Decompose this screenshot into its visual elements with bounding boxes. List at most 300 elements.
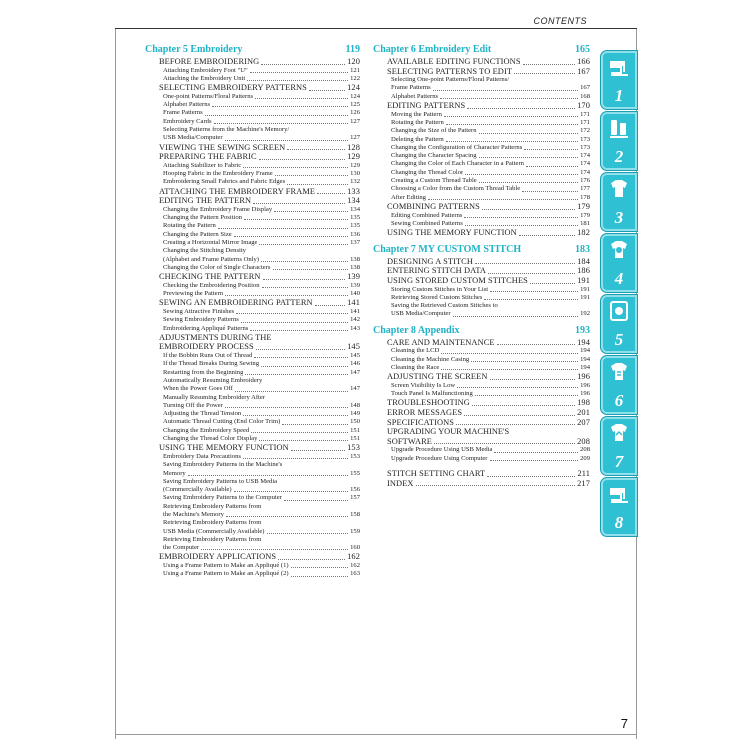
- toc-section[interactable]: [373, 418, 590, 428]
- chapter-tab-5[interactable]: [600, 294, 638, 354]
- leader-dots: [251, 432, 348, 433]
- toc-entry-title: VIEWING THE SEWING SCREEN: [159, 142, 286, 152]
- toc-subsection[interactable]: [145, 325, 360, 333]
- leader-dots: [275, 175, 348, 176]
- toc-entry-title: USB Media/Computer: [163, 134, 223, 142]
- toc-entry-title: Retrieving Stored Custom Stitches: [391, 293, 483, 301]
- toc-entry-page: 208: [577, 436, 590, 446]
- toc-entry-page: 182: [577, 228, 590, 238]
- toc-entry-title: SEWING AN EMBROIDERING PATTERN: [159, 298, 313, 308]
- toc-entry-page: 194: [577, 337, 590, 347]
- leader-dots: [453, 316, 579, 317]
- toc-section[interactable]: [373, 372, 590, 382]
- leader-dots: [261, 366, 348, 367]
- toc-subsection[interactable]: [373, 356, 590, 364]
- leader-dots: [212, 106, 348, 107]
- toc-subsection[interactable]: [373, 294, 590, 302]
- toc-subsection[interactable]: [145, 264, 360, 272]
- toc-entry-page: 163: [350, 570, 360, 578]
- toc-entry-title: Alphabet Patterns: [391, 92, 439, 100]
- toc-entry-title: STITCH SETTING CHART: [387, 468, 486, 478]
- toc-entry-title: Embroidery Data Precautions: [163, 452, 242, 460]
- toc-section[interactable]: [373, 427, 590, 437]
- toc-subsection[interactable]: [373, 144, 590, 152]
- toc-entry-page: 159: [350, 527, 360, 535]
- leader-dots: [457, 387, 578, 388]
- footer-line: [115, 734, 637, 735]
- toc-entry-title: Changing the Pattern Position: [163, 214, 242, 222]
- toc-entry-title: Retrieving Embroidery Patterns from: [163, 535, 262, 543]
- toc-subsection[interactable]: [145, 385, 360, 393]
- toc-subsection[interactable]: [145, 206, 360, 214]
- toc-entry-page: 143: [350, 324, 360, 332]
- toc-section[interactable]: [145, 83, 360, 93]
- toc-subsection[interactable]: [373, 347, 590, 355]
- toc-entry-title: Creating a Custom Thread Table: [391, 177, 477, 185]
- toc-entry-page: 158: [350, 511, 360, 518]
- toc-entry-page: 122: [350, 74, 360, 82]
- leader-dots: [482, 209, 575, 210]
- toc-entry-title: SELECTING PATTERNS TO EDIT: [387, 66, 513, 76]
- toc-subsection[interactable]: [373, 152, 590, 160]
- toc-subsection[interactable]: [145, 453, 360, 461]
- toc-entry-page: 129: [350, 161, 360, 169]
- toc-section[interactable]: [373, 57, 590, 67]
- chapter-tab-4[interactable]: [600, 233, 638, 293]
- toc-subsection[interactable]: [145, 316, 360, 324]
- toc-subsection[interactable]: [145, 377, 360, 385]
- leader-dots: [494, 452, 578, 453]
- toc-entry-title: Changing the Color of Each Character in a Pattern: [391, 160, 524, 168]
- toc-entry-title: Frame Patterns: [391, 84, 431, 92]
- toc-subsection[interactable]: [373, 136, 590, 144]
- leader-dots: [234, 491, 349, 492]
- leader-dots: [235, 391, 348, 392]
- toc-subsection[interactable]: [145, 256, 360, 264]
- toc-entry-page: 126: [350, 109, 360, 117]
- toc-entry-page: 186: [577, 266, 590, 276]
- toc-left-column: [145, 44, 360, 579]
- leader-dots: [255, 98, 348, 99]
- toc-subsection[interactable]: [373, 93, 590, 101]
- toc-subsection[interactable]: [373, 455, 590, 463]
- toc-entry-page: 217: [577, 478, 590, 488]
- toc-entry-page: 165: [575, 44, 590, 55]
- toc-entry-title: Embroidering Small Fabrics and Fabric Edges: [163, 178, 286, 186]
- toc-section[interactable]: [373, 101, 590, 111]
- toc-entry-page: 141: [347, 298, 360, 308]
- toc-subsection[interactable]: [145, 67, 360, 75]
- toc-section[interactable]: [373, 437, 590, 447]
- toc-subsection[interactable]: [145, 170, 360, 178]
- toc-section[interactable]: [373, 228, 590, 238]
- toc-entry-page: 208: [580, 446, 590, 454]
- toc-section[interactable]: [373, 202, 590, 212]
- toc-subsection[interactable]: [145, 486, 360, 494]
- toc-subsection[interactable]: [145, 369, 360, 377]
- leader-dots: [479, 133, 579, 134]
- toc-subsection[interactable]: [373, 84, 590, 92]
- toc-entry-title: Changing the Size of the Pattern: [391, 127, 477, 135]
- toc-subsection[interactable]: [373, 76, 590, 84]
- toc-entry-page: 147: [350, 385, 360, 393]
- toc-entry-title: COMBINING PATTERNS: [387, 201, 480, 211]
- toc-entry-page: 198: [577, 398, 590, 408]
- toc-entry-page: 178: [580, 193, 590, 201]
- leader-dots: [245, 374, 348, 375]
- toc-entry-title: Rotating the Pattern: [391, 118, 444, 126]
- toc-entry-page: 132: [350, 178, 360, 186]
- toc-entry-title: EDITING PATTERNS: [387, 101, 466, 111]
- leader-dots: [479, 157, 579, 158]
- leader-dots: [261, 261, 348, 262]
- toc-subsection[interactable]: [145, 410, 360, 418]
- toc-entry-title: USB Media (Commercially Available): [163, 527, 265, 535]
- toc-subsection[interactable]: [145, 461, 360, 469]
- tshirt-custom-icon: [607, 421, 631, 445]
- leader-dots: [247, 80, 348, 81]
- toc-entry-title: Automatically Resuming Embroidery: [163, 376, 263, 384]
- toc-entry-title: SELECTING EMBROIDERY PATTERNS: [159, 83, 307, 93]
- toc-entry-title: (Alphabet and Frame Patterns Only): [163, 255, 259, 263]
- chapter-tab-number: 5: [614, 330, 624, 349]
- toc-entry-title: USING THE MEMORY FUNCTION: [387, 228, 517, 238]
- toc-entry-page: 141: [350, 307, 360, 315]
- toc-section[interactable]: [145, 342, 360, 352]
- leader-dots: [205, 115, 348, 116]
- toc-entry-title: Sewing Embroidery Patterns: [163, 316, 239, 324]
- toc-subsection[interactable]: [145, 360, 360, 368]
- toc-chapter-heading[interactable]: [373, 325, 590, 337]
- toc-entry-page: 168: [580, 92, 590, 100]
- toc-entry-page: 209: [580, 454, 590, 462]
- toc-subsection[interactable]: [145, 352, 360, 360]
- toc-subsection[interactable]: [145, 470, 360, 478]
- toc-subsection[interactable]: [145, 109, 360, 117]
- toc-entry-title: Saving Embroidery Patterns to the Computer: [163, 494, 282, 502]
- leader-dots: [259, 440, 348, 441]
- toc-subsection[interactable]: [145, 394, 360, 402]
- toc-subsection[interactable]: [145, 544, 360, 552]
- toc-entry-page: 155: [350, 469, 360, 477]
- toc-subsection[interactable]: [145, 519, 360, 527]
- toc-subsection[interactable]: [373, 177, 590, 185]
- leader-dots: [241, 322, 348, 323]
- toc-subsection[interactable]: [373, 364, 590, 372]
- toc-entry-title: Moving the Pattern: [391, 110, 442, 118]
- toc-section[interactable]: [373, 479, 590, 489]
- toc-entry-title: Using a Frame Pattern to Make an Appliqué (2): [163, 570, 289, 578]
- toc-entry-title: Previewing the Pattern: [163, 290, 224, 298]
- toc-subsection[interactable]: [373, 310, 590, 318]
- leader-dots: [226, 516, 348, 517]
- toc-entry-page: 145: [350, 352, 360, 360]
- chapter-tab-8[interactable]: [600, 477, 638, 537]
- toc-entry-title: Restarting from the Beginning: [163, 368, 244, 376]
- leader-dots: [456, 424, 575, 425]
- toc-entry-title: SPECIFICATIONS: [387, 417, 455, 427]
- toc-subsection[interactable]: [373, 286, 590, 294]
- toc-subsection[interactable]: [145, 282, 360, 290]
- toc-subsection[interactable]: [145, 562, 360, 570]
- page-number: 7: [620, 716, 628, 731]
- toc-subsection[interactable]: [145, 528, 360, 536]
- leader-dots: [446, 124, 578, 125]
- leader-dots: [317, 193, 345, 194]
- toc-section[interactable]: [373, 469, 590, 479]
- toc-subsection[interactable]: [373, 160, 590, 168]
- toc-entry-title: Saving Embroidery Patterns in the Machine's: [163, 461, 283, 469]
- toc-entry-title: the Machine's Memory: [163, 511, 224, 518]
- toc-entry-page: 167: [577, 66, 590, 76]
- toc-section[interactable]: [145, 272, 360, 282]
- leader-dots: [441, 369, 578, 370]
- toc-subsection[interactable]: [145, 126, 360, 134]
- toc-subsection[interactable]: [145, 247, 360, 255]
- toc-section[interactable]: [145, 552, 360, 562]
- toc-subsection[interactable]: [145, 118, 360, 126]
- toc-entry-title: Hooping Fabric in the Embroidery Frame: [163, 170, 273, 178]
- toc-entry-title: Selecting Patterns from the Machine's Memory/: [163, 125, 290, 133]
- toc-entry-page: 196: [580, 390, 590, 398]
- toc-entry-title: ADJUSTMENTS DURING THE: [159, 332, 272, 342]
- toc-entry-page: 127: [350, 117, 360, 125]
- toc-entry-page: 136: [350, 230, 360, 238]
- toc-entry-title: Rotating the Pattern: [163, 222, 216, 230]
- toc-section[interactable]: [373, 67, 590, 77]
- toc-subsection[interactable]: [373, 185, 590, 193]
- toc-entry-title: ADJUSTING THE SCREEN: [387, 372, 488, 382]
- toc-entry-title: USB Media/Computer: [391, 310, 451, 318]
- leader-dots: [243, 415, 348, 416]
- toc-entry-title: Retrieving Embroidery Patterns from: [163, 519, 262, 527]
- toc-entry-title: Touch Panel Is Malfunctioning: [391, 390, 473, 398]
- chapter-tab-number: 4: [614, 269, 624, 288]
- toc-subsection[interactable]: [145, 222, 360, 230]
- toc-entry-page: 201: [577, 407, 590, 417]
- toc-subsection[interactable]: [373, 446, 590, 454]
- leader-dots: [309, 90, 345, 91]
- toc-entry-title: PREPARING THE FABRIC: [159, 152, 257, 162]
- toc-entry-page: 150: [350, 418, 360, 426]
- leader-dots: [524, 149, 578, 150]
- toc-entry-page: 166: [577, 57, 590, 66]
- leader-dots: [464, 217, 578, 218]
- toc-entry-title: INDEX: [387, 478, 414, 488]
- toc-entry-title: EDITING THE PATTERN: [159, 196, 252, 206]
- toc-section[interactable]: [145, 57, 360, 67]
- leader-dots: [259, 159, 345, 160]
- toc-entry-title: Chapter 6 Embroidery Edit: [373, 44, 492, 55]
- toc-subsection[interactable]: [145, 402, 360, 410]
- toc-subsection[interactable]: [145, 75, 360, 83]
- toc-section[interactable]: [145, 143, 360, 153]
- toc-entry-page: 174: [580, 160, 590, 168]
- toc-entry-page: 179: [580, 211, 590, 219]
- toc-entry-title: Screen Visibility Is Low: [391, 381, 456, 389]
- toc-entry-page: 194: [580, 363, 590, 371]
- toc-section[interactable]: [373, 276, 590, 286]
- toc-subsection[interactable]: [145, 231, 360, 239]
- toc-chapter-heading[interactable]: [373, 44, 590, 56]
- toc-entry-title: Checking the Embroidering Position: [163, 281, 260, 289]
- toc-subsection[interactable]: [373, 111, 590, 119]
- toc-entry-page: 156: [350, 486, 360, 494]
- toc-subsection[interactable]: [145, 435, 360, 443]
- toc-entry-page: 211: [577, 468, 590, 478]
- leader-dots: [267, 533, 349, 534]
- leader-dots: [250, 72, 348, 73]
- toc-entry-title: EMBROIDERY PROCESS: [159, 342, 254, 352]
- leader-dots: [514, 73, 575, 74]
- toc-entry-title: Upgrade Procedure Using Computer: [391, 454, 488, 462]
- toc-entry-page: 167: [580, 84, 590, 92]
- leader-dots: [236, 313, 348, 314]
- toc-chapter-heading[interactable]: [145, 44, 360, 56]
- toc-section[interactable]: [145, 443, 360, 453]
- chapter-tab-6[interactable]: [600, 355, 638, 415]
- toc-subsection[interactable]: [373, 212, 590, 220]
- chapter-tab-1[interactable]: [600, 50, 638, 110]
- toc-entry-title: Memory: [163, 469, 186, 477]
- toc-entry-page: 174: [580, 152, 590, 160]
- toc-entry-title: Chapter 8 Appendix: [373, 324, 460, 336]
- toc-entry-page: 171: [580, 118, 590, 126]
- toc-entry-page: 149: [350, 410, 360, 418]
- leader-dots: [519, 235, 575, 236]
- leader-dots: [522, 191, 578, 192]
- toc-subsection[interactable]: [373, 390, 590, 398]
- toc-entry-title: Changing the Embroidery Speed: [163, 426, 250, 434]
- toc-entry-title: Attaching the Embroidery Unit: [163, 74, 246, 82]
- toc-entry-title: DESIGNING A STITCH: [387, 256, 474, 266]
- toc-entry-page: 194: [580, 347, 590, 355]
- leader-dots: [490, 291, 578, 292]
- leader-dots: [225, 295, 348, 296]
- toc-subsection[interactable]: [373, 119, 590, 127]
- toc-entry-page: 134: [347, 196, 360, 206]
- toc-entry-title: Selecting One-point Patterns/Floral Patterns/: [391, 76, 510, 84]
- leader-dots: [253, 203, 345, 204]
- chapter-tab-7[interactable]: [600, 416, 638, 476]
- toc-entry-title: Chapter 7 MY CUSTOM STITCH: [373, 243, 522, 255]
- toc-entry-title: Cleaning the Race: [391, 363, 440, 371]
- toc-entry-title: Changing the Configuration of Character Patterns: [391, 143, 523, 151]
- toc-section[interactable]: [373, 338, 590, 348]
- toc-section[interactable]: [373, 398, 590, 408]
- leader-dots: [428, 199, 578, 200]
- toc-subsection[interactable]: [145, 178, 360, 186]
- toc-subsection[interactable]: [145, 418, 360, 426]
- leader-dots: [278, 559, 345, 560]
- toc-subsection[interactable]: [145, 290, 360, 298]
- toc-entry-title: CARE AND MAINTENANCE: [387, 337, 495, 347]
- toc-subsection[interactable]: [373, 194, 590, 202]
- leader-dots: [479, 182, 578, 183]
- toc-entry-title: Manually Resuming Embroidery After: [163, 393, 265, 401]
- toc-entry-title: SOFTWARE: [387, 436, 433, 446]
- leader-dots: [416, 485, 576, 486]
- chapter-tab-number: 2: [614, 147, 624, 166]
- leader-dots: [243, 167, 348, 168]
- leader-dots: [471, 361, 578, 362]
- toc-section[interactable]: [373, 408, 590, 418]
- leader-dots: [530, 283, 575, 284]
- leader-dots: [490, 379, 576, 380]
- toc-subsection[interactable]: [145, 570, 360, 578]
- toc-entry-page: 184: [577, 256, 590, 266]
- toc-entry-title: Choosing a Color from the Custom Thread Table: [391, 185, 521, 193]
- toc-subsection[interactable]: [145, 427, 360, 435]
- toc-subsection[interactable]: [373, 382, 590, 390]
- leader-dots: [523, 64, 576, 65]
- toc-subsection[interactable]: [145, 511, 360, 519]
- leader-dots: [287, 184, 348, 185]
- toc-section[interactable]: [145, 298, 360, 308]
- toc-subsection[interactable]: [145, 101, 360, 109]
- leader-dots: [259, 244, 348, 245]
- leader-dots: [291, 567, 348, 568]
- toc-section[interactable]: [373, 266, 590, 276]
- leader-dots: [467, 108, 575, 109]
- toc-subsection[interactable]: [145, 308, 360, 316]
- toc-subsection[interactable]: [145, 214, 360, 222]
- toc-entry-title: the Computer: [163, 544, 200, 552]
- toc-entry-page: 192: [580, 310, 590, 318]
- toc-entry-page: 171: [580, 110, 590, 118]
- toc-subsection[interactable]: [373, 127, 590, 135]
- toc-subsection[interactable]: [373, 169, 590, 177]
- leader-dots: [263, 279, 346, 280]
- toc-entry-page: 147: [350, 368, 360, 376]
- toc-entry-title: When the Power Goes Off: [163, 385, 233, 393]
- toc-subsection[interactable]: [145, 503, 360, 511]
- toc-subsection[interactable]: [373, 302, 590, 310]
- toc-section[interactable]: [145, 187, 360, 197]
- chapter-tab-2[interactable]: [600, 111, 638, 171]
- toc-entry-title: Embroidery Cards: [163, 117, 212, 125]
- toc-entry-title: Sewing Attractive Finishes: [163, 307, 235, 315]
- toc-entry-page: 127: [350, 134, 360, 142]
- toc-section[interactable]: [373, 257, 590, 267]
- toc-subsection[interactable]: [145, 93, 360, 101]
- toc-subsection[interactable]: [145, 536, 360, 544]
- toc-subsection[interactable]: [373, 220, 590, 228]
- toc-entry-page: 135: [350, 222, 360, 230]
- toc-subsection[interactable]: [145, 162, 360, 170]
- toc-section[interactable]: [145, 152, 360, 162]
- toc-subsection[interactable]: [145, 478, 360, 486]
- leader-dots: [434, 443, 575, 444]
- toc-entry-title: Saving Embroidery Patterns to USB Media: [163, 477, 278, 485]
- leader-dots: [273, 269, 349, 270]
- toc-subsection[interactable]: [145, 239, 360, 247]
- toc-entry-title: Turning Off the Power: [163, 401, 223, 409]
- toc-entry-page: 160: [350, 544, 360, 552]
- toc-section[interactable]: [145, 333, 360, 343]
- leader-dots: [487, 476, 575, 477]
- toc-section[interactable]: [145, 196, 360, 206]
- toc-subsection[interactable]: [145, 494, 360, 502]
- chapter-tab-3[interactable]: [600, 172, 638, 232]
- toc-chapter-heading[interactable]: [373, 244, 590, 256]
- leader-dots: [254, 357, 348, 358]
- leader-dots: [291, 576, 348, 577]
- toc-entry-title: ENTERING STITCH DATA: [387, 266, 487, 276]
- toc-subsection[interactable]: [145, 134, 360, 142]
- leader-dots: [284, 500, 348, 501]
- toc-entry-page: 183: [575, 243, 590, 255]
